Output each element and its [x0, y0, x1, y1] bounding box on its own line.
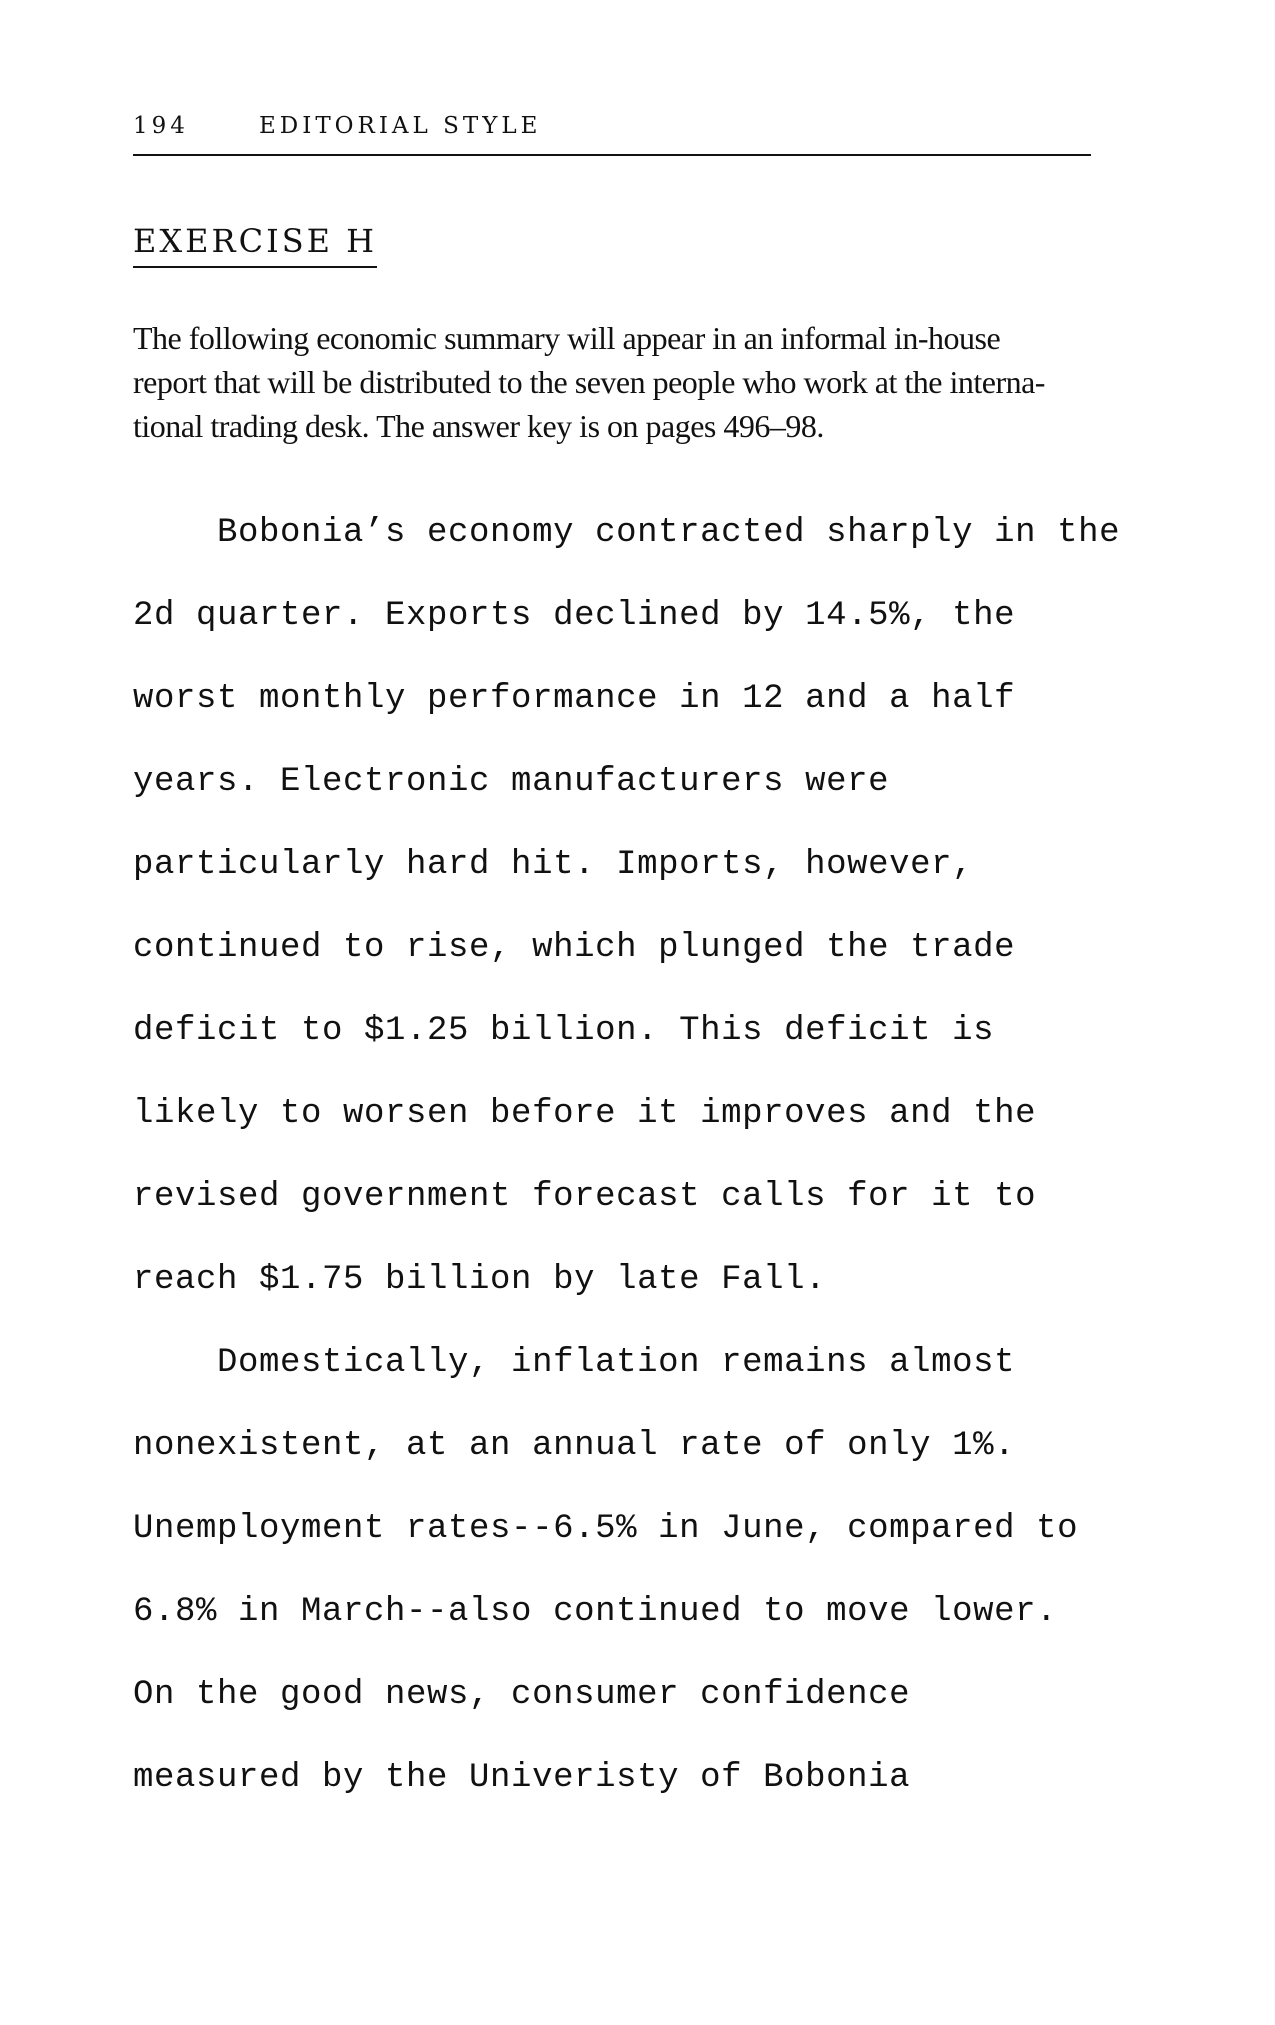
typescript-line: nonexistent, at an annual rate of only 1%. — [133, 1427, 1016, 1465]
typescript-line: continued to rise, which plunged the trade — [133, 929, 1016, 967]
page-number: 194 — [133, 113, 189, 139]
running-title: EDITORIAL STYLE — [259, 113, 542, 139]
typescript-line: likely to worsen before it improves and the — [133, 1095, 1037, 1133]
instruction-line: The following economic summary will appear in an informal in-house — [133, 320, 1001, 356]
typescript-line: reach $1.75 billion by late Fall. — [133, 1261, 827, 1299]
typescript-line: 6.8% in March--also continued to move lower. — [133, 1593, 1058, 1631]
typescript-line: deficit to $1.25 billion. This deficit is — [133, 1012, 995, 1050]
running-head — [133, 110, 1091, 156]
typescript-line: Unemployment rates--6.5% in June, compared to — [133, 1510, 1079, 1548]
typescript-line: On the good news, consumer confidence — [133, 1676, 911, 1714]
typescript-line: years. Electronic manufacturers were — [133, 763, 890, 801]
instruction-line: tional trading desk. The answer key is on pages 496–98. — [133, 408, 824, 444]
typescript-line: Domestically, inflation remains almost — [133, 1344, 1016, 1382]
typescript-line: Bobonia’s economy contracted sharply in the — [133, 514, 1121, 552]
typescript-line: 2d quarter. Exports declined by 14.5%, the — [133, 597, 1016, 635]
economic-summary-typescript — [133, 492, 1120, 1820]
typescript-line: particularly hard hit. Imports, however, — [133, 846, 974, 884]
typescript-line: measured by the Univeristy of Bobonia — [133, 1759, 911, 1797]
instruction-line: report that will be distributed to the seven people who work at the interna- — [133, 364, 1045, 400]
typescript-line: worst monthly performance in 12 and a half — [133, 680, 1016, 718]
exercise-instructions — [133, 316, 1098, 448]
typescript-line: revised government forecast calls for it to — [133, 1178, 1037, 1216]
exercise-heading: EXERCISE H — [133, 222, 377, 268]
